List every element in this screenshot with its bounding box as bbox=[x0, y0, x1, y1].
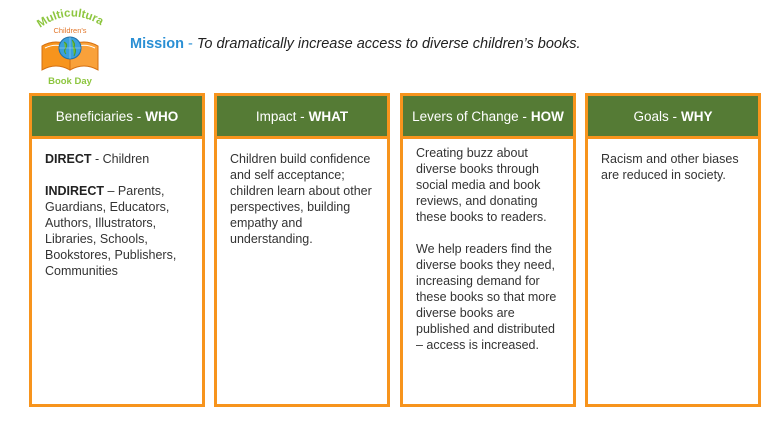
card-header bbox=[32, 96, 202, 139]
card-title-keyword: WHO bbox=[145, 108, 179, 124]
mission-separator: - bbox=[183, 36, 197, 52]
goals-text: Racism and other biases are reduced in society. bbox=[601, 152, 739, 182]
direct-text: - Children bbox=[91, 152, 150, 166]
indirect-label: INDIRECT bbox=[45, 184, 105, 198]
card-title-keyword: WHY bbox=[681, 108, 713, 124]
card-title: Levers of Change - bbox=[412, 108, 527, 124]
card-title: Beneficiaries - bbox=[55, 108, 142, 124]
card-beneficiaries bbox=[29, 93, 205, 407]
mission-label: Mission bbox=[130, 36, 184, 52]
card-title-keyword: HOW bbox=[530, 108, 564, 124]
indirect-paragraph bbox=[45, 183, 194, 279]
globe-book-icon bbox=[30, 4, 110, 88]
card-body bbox=[32, 139, 202, 279]
levers-text-1: Creating buzz about diverse books through social media and book reviews, and donating these books to readers. bbox=[416, 146, 547, 224]
card-body bbox=[403, 139, 573, 353]
indirect-text: – Parents, Guardians, Educators, Authors, Illustrators, Libraries, Schools, Bookstores, Publishers, Communities bbox=[45, 184, 177, 278]
logo bbox=[30, 4, 110, 88]
direct-paragraph bbox=[45, 151, 194, 167]
card-body bbox=[588, 139, 758, 183]
impact-text: Children build confidence and self acceptance; children learn about other perspectives, building empathy and understanding. bbox=[230, 152, 372, 246]
mission-text: To dramatically increase access to diverse children’s books. bbox=[196, 36, 581, 52]
card-title: Impact - bbox=[255, 108, 305, 124]
card-impact bbox=[214, 93, 390, 407]
mission-statement bbox=[130, 36, 581, 52]
card-header bbox=[217, 96, 387, 139]
card-header bbox=[403, 96, 573, 139]
levers-text-2: We help readers find the diverse books they need, increasing demand for these books so that more diverse books are published and distributed – access is increased. bbox=[416, 242, 557, 352]
card-header bbox=[588, 96, 758, 139]
card-title-keyword: WHAT bbox=[308, 108, 349, 124]
card-goals bbox=[585, 93, 761, 407]
direct-label: DIRECT bbox=[45, 152, 92, 166]
card-body bbox=[217, 139, 387, 247]
logo-title-2: Children's bbox=[53, 26, 87, 35]
card-levers-of-change bbox=[400, 93, 576, 407]
card-title: Goals - bbox=[633, 108, 677, 124]
logo-title-3: Book Day bbox=[48, 76, 92, 87]
logo-title-1: Multicultura bbox=[35, 7, 106, 31]
